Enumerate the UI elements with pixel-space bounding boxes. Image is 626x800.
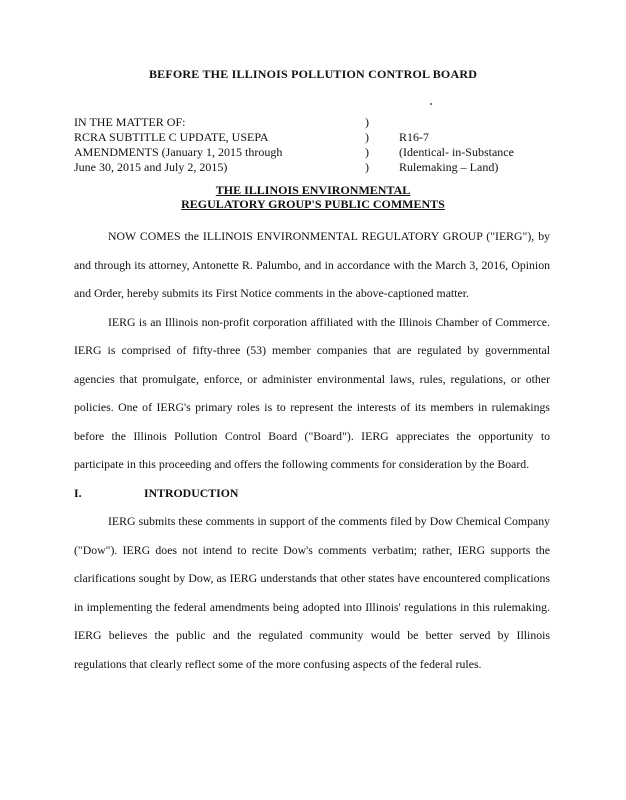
caption-line: AMENDMENTS (January 1, 2015 through: [74, 145, 283, 159]
section-number: I.: [74, 485, 82, 500]
caption-line: June 30, 2015 and July 2, 2015): [74, 160, 228, 174]
title-line: REGULATORY GROUP'S PUBLIC COMMENTS: [181, 197, 445, 211]
section-title: INTRODUCTION: [144, 485, 239, 500]
board-heading: BEFORE THE ILLINOIS POLLUTION CONTROL BOARD: [148, 67, 478, 81]
speck: [430, 103, 432, 105]
caption-paren: ): [365, 130, 369, 144]
caption-docket: [399, 130, 559, 175]
document-body: [74, 222, 550, 678]
docket-line: Rulemaking – Land): [399, 160, 499, 174]
docket-number: R16-7: [399, 130, 429, 144]
caption-paren: ): [365, 160, 369, 174]
paragraph-about-ierg: IERG is an Illinois non-profit corporation affiliated with the Illinois Chamber of Commerce. IERG is comprised of fifty-three (53) member companies that are regulated by governmental agencies that promulgate, enforce, or administer environmental laws, rules, regulations, or other policies. One of IERG's primary roles is to represent the interests of its members in rulemakings before the Illinois Pollution Control Board ("Board"). IERG appreciates the opportunity to participate in this proceeding and offers the following comments for consideration by the Board.: [74, 314, 550, 471]
caption-line: IN THE MATTER OF:: [74, 115, 186, 129]
caption-paren: ): [365, 145, 369, 159]
docket-line: (Identical- in-Substance: [399, 145, 514, 159]
caption-paren: ): [365, 115, 369, 129]
title-line: THE ILLINOIS ENVIRONMENTAL: [215, 183, 411, 197]
paragraph-intro: NOW COMES the ILLINOIS ENVIRONMENTAL REGULATORY GROUP ("IERG"), by and through its attorney, Antonette R. Palumbo, and in accordance with the March 3, 2016, Opinion and Order, hereby submits its First Notice comments in the above-captioned matter.: [74, 229, 550, 300]
caption-matter: [74, 115, 354, 175]
caption-line: RCRA SUBTITLE C UPDATE, USEPA: [74, 130, 269, 144]
caption-parens: [365, 115, 375, 175]
section-heading: [74, 479, 550, 508]
paragraph-introduction: IERG submits these comments in support of the comments filed by Dow Chemical Company ("Dow"). IERG does not intend to recite Dow's comments verbatim; rather, IERG supports the clarifications sought by Dow, as IERG understands that other states have encountered complications in implementing the federal amendments being adopted into Illinois' regulations in this rulemaking. IERG believes the public and the regulated community would be better served by Illinois regulations that clearly reflect some of the more confusing aspects of the federal rules.: [74, 514, 550, 671]
document-title: [0, 183, 626, 211]
